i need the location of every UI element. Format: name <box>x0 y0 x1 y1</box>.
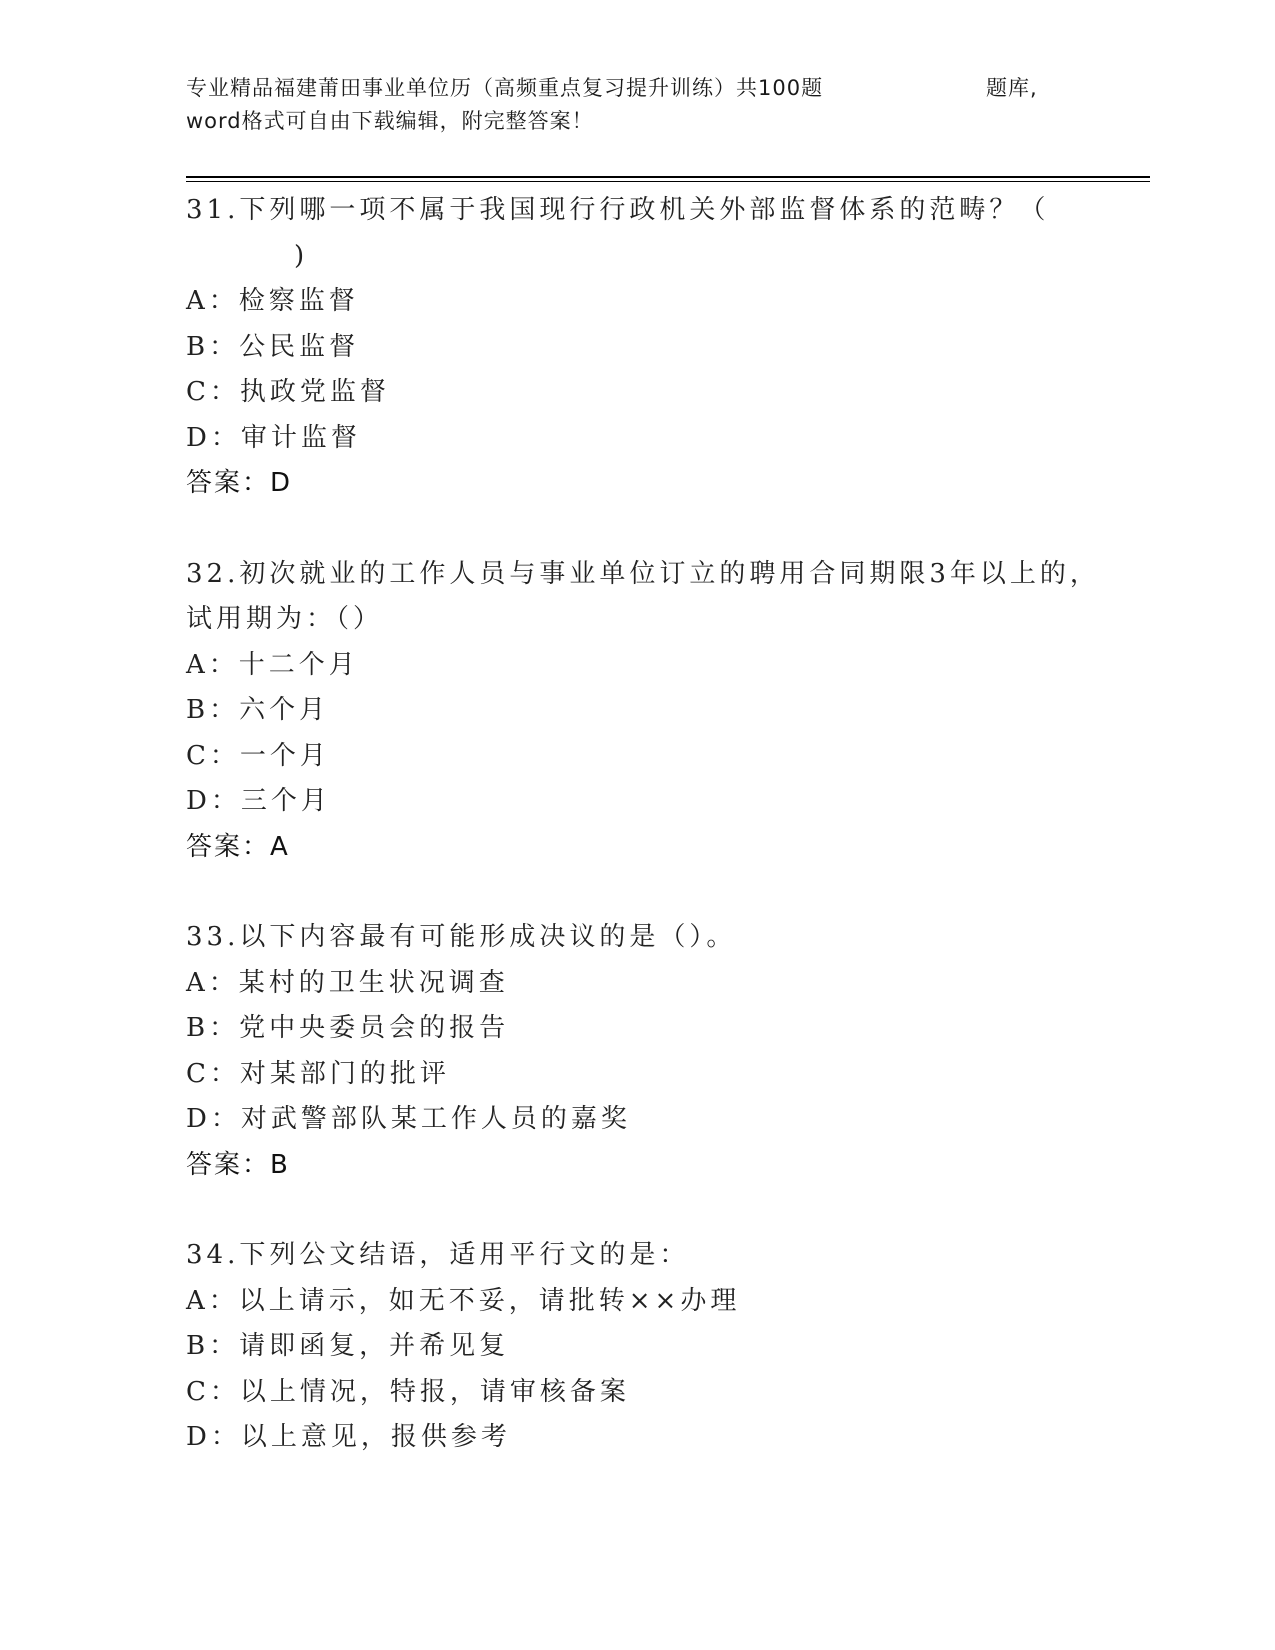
question-stem: 33.以下内容最有可能形成决议的是（）。 <box>186 922 737 952</box>
option-d: D：以上意见，报供参考 <box>186 1422 511 1452</box>
question-stem-continued: 试用期为：（） <box>186 604 384 634</box>
option-b: B：党中央委员会的报告 <box>186 1013 510 1043</box>
question-list <box>186 188 1100 1461</box>
question-spacer <box>186 507 1086 552</box>
document-header <box>186 72 1106 138</box>
header-divider-thick <box>186 176 1150 178</box>
header-title-line: 专业精品福建莆田事业单位历（高频重点复习提升训练）共100题 <box>186 76 824 100</box>
option-d: D：对武警部队某工作人员的嘉奖 <box>186 1104 631 1134</box>
question-stem: 32.初次就业的工作人员与事业单位订立的聘用合同期限3年以上的， <box>186 558 1100 589</box>
header-divider-thin <box>186 181 1150 182</box>
option-c: C：执政党监督 <box>186 377 390 407</box>
question-stem: 31.下列哪一项不属于我国现行行政机关外部监督体系的范畴？（ <box>186 195 1050 225</box>
question-33 <box>186 915 1086 1233</box>
question-34 <box>186 1233 1086 1461</box>
answer-line: 答案：B <box>186 1149 290 1180</box>
header-title-suffix: 题库, <box>986 76 1038 100</box>
question-spacer <box>186 870 1086 915</box>
option-b: B：公民监督 <box>186 331 360 362</box>
option-a: A：十二个月 <box>186 649 359 680</box>
question-32 <box>186 552 1100 916</box>
question-stem: 34.下列公文结语，适用平行文的是： <box>186 1240 690 1270</box>
option-c: C：对某部门的批评 <box>186 1058 450 1089</box>
header-subtitle-line: word格式可自由下载编辑，附完整答案！ <box>186 109 594 133</box>
answer-line: 答案：D <box>186 468 293 498</box>
option-a: A：检察监督 <box>186 286 359 316</box>
option-c: C：一个月 <box>186 740 330 771</box>
option-c: C：以上情况，特报，请审核备案 <box>186 1376 630 1407</box>
question-stem-continued: ) <box>294 240 309 271</box>
option-a: A：以上请示，如无不妥，请批转××办理 <box>186 1285 741 1316</box>
option-d: D：三个月 <box>186 786 331 816</box>
answer-line: 答案：A <box>186 831 290 862</box>
question-spacer <box>186 1188 1086 1233</box>
option-a: A：某村的卫生状况调查 <box>186 967 509 998</box>
option-b: B：六个月 <box>186 695 330 725</box>
option-d: D：审计监督 <box>186 422 361 453</box>
option-b: B：请即函复，并希见复 <box>186 1331 510 1361</box>
question-31 <box>186 188 1086 552</box>
